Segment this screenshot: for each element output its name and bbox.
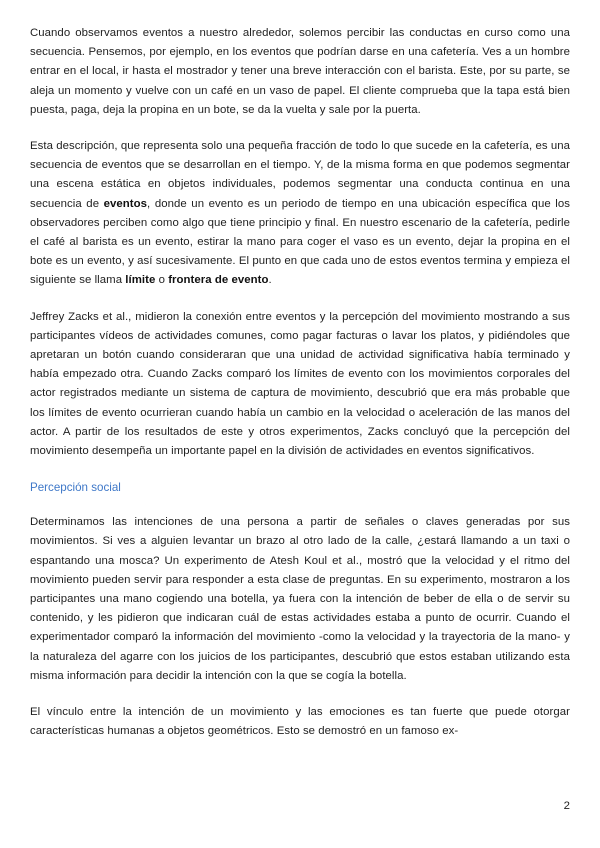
paragraph-intro: Cuando observamos eventos a nuestro alrededor, solemos percibir las conductas en curso como una secuencia. Pensemos, por ejemplo, en los eventos que podrían darse en una cafetería. Ves a un hombre entrar en el local, ir hasta el mostrador y tener una breve interacción con el barista. Este, por su parte, se aleja un momento y vuelve con un café en un vaso de papel. El cliente comprueba que la tapa está bien puesta, paga, deja la propina en un bote, se da la vuelta y sale por la puerta.: [30, 27, 570, 116]
paragraph-emotions: El vínculo entre la intención de un movimiento y las emociones es tan fuerte que puede otorgar características humanas a objetos geométricos. Esto se demostró en un famoso ex-: [30, 706, 570, 738]
text-span: Esta descripción, que representa solo una pequeña fracción de todo lo que sucede en la cafetería, es una secuencia de eventos que se desarrollan en el tiempo. Y, de la misma forma en que podemos segmentar una escena estática en objetos individuales, podemos segmentar una conducta continua en una secuencia de: [30, 140, 570, 210]
paragraph-zacks-study: Jeffrey Zacks et al., midieron la conexión entre eventos y la percepción del movimiento mostrando a sus participantes vídeos de actividades comunes, como pagar facturas o lavar los platos, y pidiéndoles que apretaran un botón cuando consideraran que una unidad de actividad significativa había terminado y había empezado otra. Cuando Zacks comparó los límites de evento con los movimientos corporales del actor registrados mediante un sistema de captura de movimiento, descubrió que era más probable que los límites de evento ocurrieran cuando había un cambio en la velocidad o aceleración de las manos del actor. A partir de los resultados de este y otros experimentos, Zacks concluyó que la percepción del movimiento desempeña un importante papel en la división de actividades en eventos significativos.: [30, 310, 570, 458]
term-eventos: eventos: [103, 197, 148, 210]
text-span: , donde un evento es un periodo de tiempo en una ubicación específica que los observadores perciben como algo que tiene principio y final. En nuestro escenario de la cafetería, pedirle el café al barista es un evento, estirar la mano para coger el vaso es un evento, dejar la propina en el bote es un evento, y así sucesivamente. El punto en que cada uno de estos eventos termina y empieza el siguiente se llama: [30, 197, 570, 287]
page-number: 2: [563, 800, 570, 812]
paragraph-events-definition: [30, 137, 570, 291]
text-span: o: [155, 274, 169, 287]
term-frontera-de-evento: frontera de evento: [168, 274, 269, 287]
paragraph-social-perception: Determinamos las intenciones de una persona a partir de señales o claves generadas por sus movimientos. Si ves a alguien levantar un brazo al otro lado de la calle, ¿estará llamando a un taxi o espantando una mosca? Un experimento de Atesh Koul et al., mostró que la velocidad y el ritmo del movimiento pueden servir para responder a esta clase de preguntas. En su experimento, mostraron a los participantes una mano cogiendo una botella, ya fuera con la intención de beber de ella o de servir su contenido, y les pidieron que indicaran cuál de estas actividades estaba a punto de ocurrir. Cuando el experimentador comparó la información del movimiento -como la velocidad y la trayectoria de la mano- y la naturaleza del agarre con los juicios de los participantes, descubrió que estos estaban utilizando esta misma información para decidir la intención con la que se cogía la botella.: [30, 516, 570, 682]
term-limite: límite: [125, 274, 156, 287]
page-content: [30, 24, 570, 759]
section-heading-percepcion-social: Percepción social: [30, 481, 121, 495]
text-span: .: [268, 274, 272, 287]
